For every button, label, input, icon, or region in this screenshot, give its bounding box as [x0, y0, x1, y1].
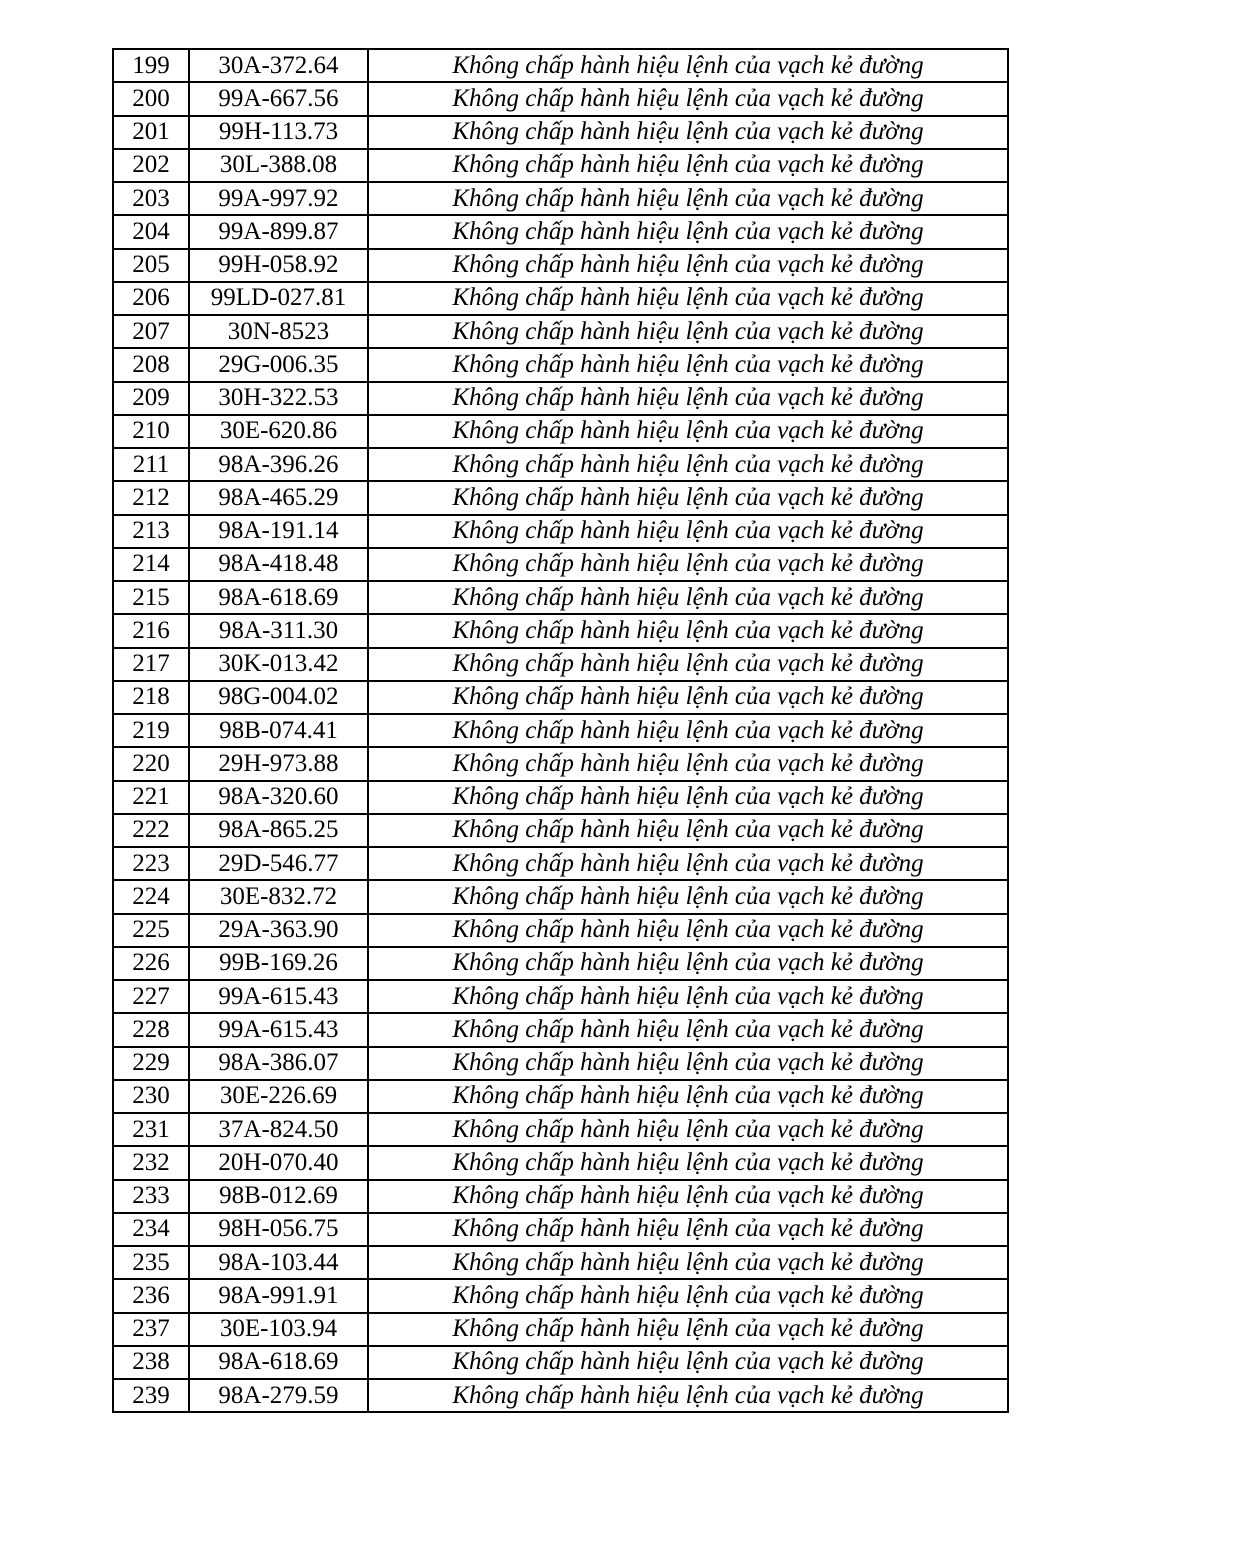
- table-row: [113, 215, 1008, 248]
- violation-description-cell: Không chấp hành hiệu lệnh của vạch kẻ đường: [368, 1279, 1008, 1312]
- table-row: [113, 282, 1008, 315]
- row-number-cell: 225: [113, 914, 189, 947]
- table-row: [113, 1180, 1008, 1213]
- license-plate-cell: 29A-363.90: [189, 914, 368, 947]
- violation-description-cell: Không chấp hành hiệu lệnh của vạch kẻ đường: [368, 581, 1008, 614]
- row-number-cell: 215: [113, 581, 189, 614]
- row-number-cell: 206: [113, 282, 189, 315]
- table-row: [113, 1213, 1008, 1246]
- row-number-cell: 218: [113, 681, 189, 714]
- table-row: [113, 448, 1008, 481]
- table-row: [113, 648, 1008, 681]
- row-number-cell: 217: [113, 648, 189, 681]
- table-row: [113, 1313, 1008, 1346]
- table-row: [113, 614, 1008, 647]
- row-number-cell: 208: [113, 348, 189, 381]
- violation-description-cell: Không chấp hành hiệu lệnh của vạch kẻ đường: [368, 448, 1008, 481]
- license-plate-cell: 99LD-027.81: [189, 282, 368, 315]
- row-number-cell: 226: [113, 947, 189, 980]
- row-number-cell: 204: [113, 215, 189, 248]
- violations-table: [112, 48, 1009, 1413]
- table-row: [113, 947, 1008, 980]
- violation-description-cell: Không chấp hành hiệu lệnh của vạch kẻ đường: [368, 515, 1008, 548]
- license-plate-cell: 98A-386.07: [189, 1047, 368, 1080]
- violation-description-cell: Không chấp hành hiệu lệnh của vạch kẻ đường: [368, 249, 1008, 282]
- violation-description-cell: Không chấp hành hiệu lệnh của vạch kẻ đường: [368, 182, 1008, 215]
- row-number-cell: 232: [113, 1146, 189, 1179]
- table-row: [113, 1047, 1008, 1080]
- violation-description-cell: Không chấp hành hiệu lệnh của vạch kẻ đường: [368, 149, 1008, 182]
- row-number-cell: 219: [113, 714, 189, 747]
- violation-description-cell: Không chấp hành hiệu lệnh của vạch kẻ đường: [368, 282, 1008, 315]
- table-row: [113, 149, 1008, 182]
- license-plate-cell: 98A-311.30: [189, 614, 368, 647]
- row-number-cell: 202: [113, 149, 189, 182]
- license-plate-cell: 99H-113.73: [189, 116, 368, 149]
- violation-description-cell: Không chấp hành hiệu lệnh của vạch kẻ đường: [368, 315, 1008, 348]
- license-plate-cell: 99A-997.92: [189, 182, 368, 215]
- license-plate-cell: 29G-006.35: [189, 348, 368, 381]
- license-plate-cell: 98A-191.14: [189, 515, 368, 548]
- table-row: [113, 1113, 1008, 1146]
- table-row: [113, 781, 1008, 814]
- row-number-cell: 199: [113, 49, 189, 82]
- table-row: [113, 681, 1008, 714]
- row-number-cell: 228: [113, 1013, 189, 1046]
- license-plate-cell: 98A-865.25: [189, 814, 368, 847]
- table-row: [113, 1346, 1008, 1379]
- violation-description-cell: Không chấp hành hiệu lệnh của vạch kẻ đường: [368, 914, 1008, 947]
- violation-description-cell: Không chấp hành hiệu lệnh của vạch kẻ đường: [368, 1213, 1008, 1246]
- license-plate-cell: 30E-226.69: [189, 1080, 368, 1113]
- row-number-cell: 223: [113, 847, 189, 880]
- violation-description-cell: Không chấp hành hiệu lệnh của vạch kẻ đường: [368, 1113, 1008, 1146]
- row-number-cell: 239: [113, 1379, 189, 1412]
- violation-description-cell: Không chấp hành hiệu lệnh của vạch kẻ đường: [368, 1146, 1008, 1179]
- row-number-cell: 221: [113, 781, 189, 814]
- row-number-cell: 209: [113, 382, 189, 415]
- row-number-cell: 237: [113, 1313, 189, 1346]
- license-plate-cell: 99A-667.56: [189, 82, 368, 115]
- row-number-cell: 207: [113, 315, 189, 348]
- violation-description-cell: Không chấp hành hiệu lệnh của vạch kẻ đường: [368, 980, 1008, 1013]
- license-plate-cell: 99H-058.92: [189, 249, 368, 282]
- license-plate-cell: 29H-973.88: [189, 747, 368, 780]
- license-plate-cell: 99A-615.43: [189, 1013, 368, 1046]
- table-row: [113, 382, 1008, 415]
- license-plate-cell: 30E-620.86: [189, 415, 368, 448]
- table-row: [113, 1279, 1008, 1312]
- table-row: [113, 1246, 1008, 1279]
- table-row: [113, 1146, 1008, 1179]
- license-plate-cell: 30E-103.94: [189, 1313, 368, 1346]
- row-number-cell: 212: [113, 481, 189, 514]
- table-row: [113, 315, 1008, 348]
- license-plate-cell: 99B-169.26: [189, 947, 368, 980]
- violation-description-cell: Không chấp hành hiệu lệnh của vạch kẻ đường: [368, 1047, 1008, 1080]
- license-plate-cell: 98A-618.69: [189, 581, 368, 614]
- license-plate-cell: 29D-546.77: [189, 847, 368, 880]
- table-row: [113, 116, 1008, 149]
- violation-description-cell: Không chấp hành hiệu lệnh của vạch kẻ đường: [368, 714, 1008, 747]
- table-row: [113, 49, 1008, 82]
- row-number-cell: 231: [113, 1113, 189, 1146]
- violation-description-cell: Không chấp hành hiệu lệnh của vạch kẻ đường: [368, 1313, 1008, 1346]
- table-row: [113, 814, 1008, 847]
- row-number-cell: 236: [113, 1279, 189, 1312]
- row-number-cell: 201: [113, 116, 189, 149]
- row-number-cell: 205: [113, 249, 189, 282]
- row-number-cell: 210: [113, 415, 189, 448]
- row-number-cell: 200: [113, 82, 189, 115]
- violation-description-cell: Không chấp hành hiệu lệnh của vạch kẻ đường: [368, 548, 1008, 581]
- row-number-cell: 229: [113, 1047, 189, 1080]
- license-plate-cell: 30E-832.72: [189, 880, 368, 913]
- license-plate-cell: 30L-388.08: [189, 149, 368, 182]
- row-number-cell: 238: [113, 1346, 189, 1379]
- table-row: [113, 880, 1008, 913]
- row-number-cell: 216: [113, 614, 189, 647]
- license-plate-cell: 20H-070.40: [189, 1146, 368, 1179]
- violation-description-cell: Không chấp hành hiệu lệnh của vạch kẻ đường: [368, 814, 1008, 847]
- violation-description-cell: Không chấp hành hiệu lệnh của vạch kẻ đường: [368, 1246, 1008, 1279]
- license-plate-cell: 98B-012.69: [189, 1180, 368, 1213]
- license-plate-cell: 98A-465.29: [189, 481, 368, 514]
- row-number-cell: 227: [113, 980, 189, 1013]
- violation-description-cell: Không chấp hành hiệu lệnh của vạch kẻ đường: [368, 116, 1008, 149]
- table-row: [113, 914, 1008, 947]
- table-row: [113, 348, 1008, 381]
- table-row: [113, 847, 1008, 880]
- violation-description-cell: Không chấp hành hiệu lệnh của vạch kẻ đường: [368, 348, 1008, 381]
- table-row: [113, 747, 1008, 780]
- violation-description-cell: Không chấp hành hiệu lệnh của vạch kẻ đường: [368, 382, 1008, 415]
- license-plate-cell: 98A-103.44: [189, 1246, 368, 1279]
- violation-description-cell: Không chấp hành hiệu lệnh của vạch kẻ đường: [368, 1180, 1008, 1213]
- violation-description-cell: Không chấp hành hiệu lệnh của vạch kẻ đường: [368, 82, 1008, 115]
- row-number-cell: 235: [113, 1246, 189, 1279]
- license-plate-cell: 98B-074.41: [189, 714, 368, 747]
- violation-description-cell: Không chấp hành hiệu lệnh của vạch kẻ đường: [368, 49, 1008, 82]
- license-plate-cell: 99A-615.43: [189, 980, 368, 1013]
- violation-description-cell: Không chấp hành hiệu lệnh của vạch kẻ đường: [368, 781, 1008, 814]
- license-plate-cell: 37A-824.50: [189, 1113, 368, 1146]
- row-number-cell: 203: [113, 182, 189, 215]
- license-plate-cell: 30H-322.53: [189, 382, 368, 415]
- license-plate-cell: 99A-899.87: [189, 215, 368, 248]
- table-row: [113, 1379, 1008, 1412]
- license-plate-cell: 98A-320.60: [189, 781, 368, 814]
- row-number-cell: 233: [113, 1180, 189, 1213]
- table-row: [113, 581, 1008, 614]
- violations-table-body: [113, 49, 1008, 1412]
- table-row: [113, 1080, 1008, 1113]
- row-number-cell: 234: [113, 1213, 189, 1246]
- table-row: [113, 182, 1008, 215]
- table-row: [113, 481, 1008, 514]
- violation-description-cell: Không chấp hành hiệu lệnh của vạch kẻ đường: [368, 681, 1008, 714]
- violation-description-cell: Không chấp hành hiệu lệnh của vạch kẻ đường: [368, 847, 1008, 880]
- table-row: [113, 980, 1008, 1013]
- violation-description-cell: Không chấp hành hiệu lệnh của vạch kẻ đường: [368, 1080, 1008, 1113]
- violation-description-cell: Không chấp hành hiệu lệnh của vạch kẻ đường: [368, 648, 1008, 681]
- license-plate-cell: 30A-372.64: [189, 49, 368, 82]
- violation-description-cell: Không chấp hành hiệu lệnh của vạch kẻ đường: [368, 947, 1008, 980]
- violation-description-cell: Không chấp hành hiệu lệnh của vạch kẻ đường: [368, 1379, 1008, 1412]
- license-plate-cell: 98A-396.26: [189, 448, 368, 481]
- violation-description-cell: Không chấp hành hiệu lệnh của vạch kẻ đường: [368, 1013, 1008, 1046]
- violation-description-cell: Không chấp hành hiệu lệnh của vạch kẻ đường: [368, 747, 1008, 780]
- license-plate-cell: 30N-8523: [189, 315, 368, 348]
- table-row: [113, 82, 1008, 115]
- row-number-cell: 211: [113, 448, 189, 481]
- row-number-cell: 230: [113, 1080, 189, 1113]
- table-row: [113, 415, 1008, 448]
- violation-description-cell: Không chấp hành hiệu lệnh của vạch kẻ đường: [368, 215, 1008, 248]
- violation-description-cell: Không chấp hành hiệu lệnh của vạch kẻ đường: [368, 481, 1008, 514]
- license-plate-cell: 98A-991.91: [189, 1279, 368, 1312]
- license-plate-cell: 98A-618.69: [189, 1346, 368, 1379]
- license-plate-cell: 98A-279.59: [189, 1379, 368, 1412]
- table-row: [113, 714, 1008, 747]
- row-number-cell: 220: [113, 747, 189, 780]
- row-number-cell: 213: [113, 515, 189, 548]
- violation-description-cell: Không chấp hành hiệu lệnh của vạch kẻ đường: [368, 614, 1008, 647]
- row-number-cell: 224: [113, 880, 189, 913]
- table-row: [113, 548, 1008, 581]
- license-plate-cell: 98H-056.75: [189, 1213, 368, 1246]
- row-number-cell: 214: [113, 548, 189, 581]
- table-row: [113, 249, 1008, 282]
- license-plate-cell: 30K-013.42: [189, 648, 368, 681]
- license-plate-cell: 98A-418.48: [189, 548, 368, 581]
- row-number-cell: 222: [113, 814, 189, 847]
- table-row: [113, 1013, 1008, 1046]
- violation-description-cell: Không chấp hành hiệu lệnh của vạch kẻ đường: [368, 880, 1008, 913]
- violation-description-cell: Không chấp hành hiệu lệnh của vạch kẻ đường: [368, 415, 1008, 448]
- violation-description-cell: Không chấp hành hiệu lệnh của vạch kẻ đường: [368, 1346, 1008, 1379]
- table-row: [113, 515, 1008, 548]
- license-plate-cell: 98G-004.02: [189, 681, 368, 714]
